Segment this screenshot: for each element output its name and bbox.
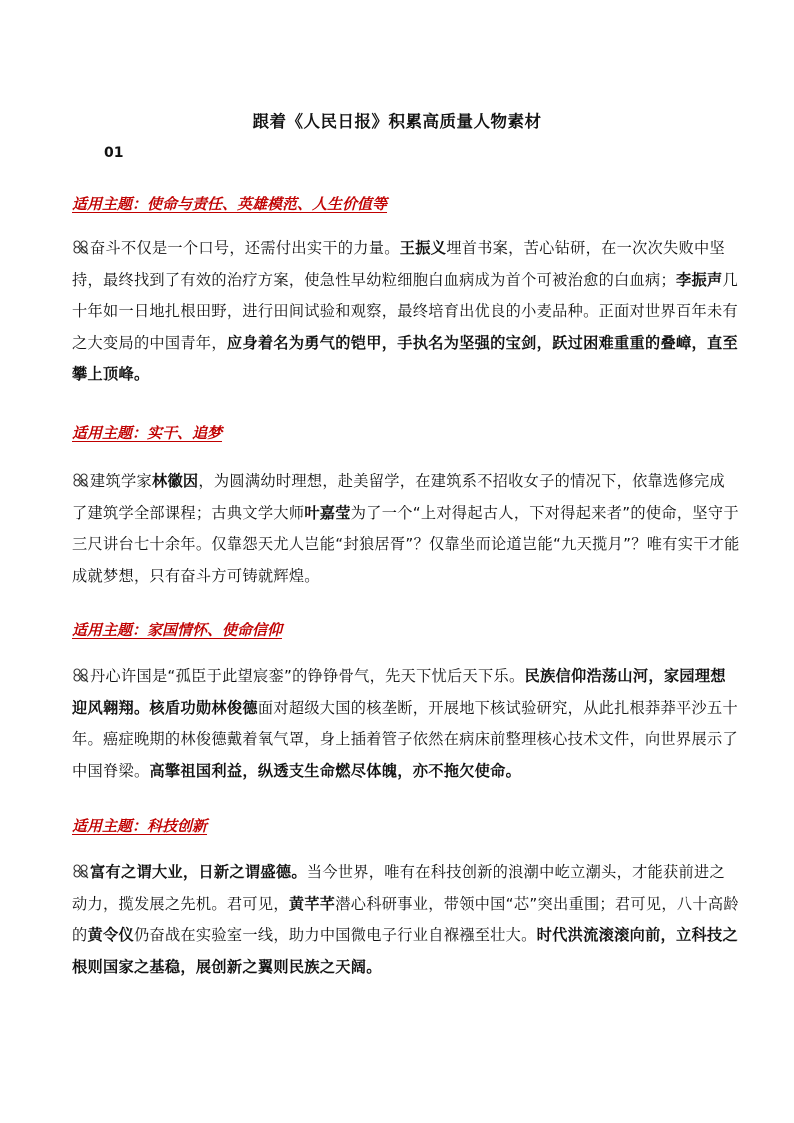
theme-heading-1: 适用主题：使命与责任、英雄模范、人生价值等 xyxy=(72,195,388,213)
page-title: 跟着《人民日报》积累高质量人物素材 xyxy=(252,112,542,131)
emphasis-text: 李振声 xyxy=(676,270,723,289)
body-text: ，为圆满幼时理想，赴美留学，在建筑系不招收女子的情况下，依靠选修完成了建筑学全部课程；古典文学大师 xyxy=(72,472,725,522)
body-text: 当今世界，唯有在科技创新的浪潮中屹立潮头，才能获前进之动力，揽发展之先机。君可见， xyxy=(72,863,725,913)
emphasis-text: 时代洪流滚滚向前，立科技之根则国家之基稳，展创新之翼则民族之天阔。 xyxy=(72,926,738,976)
body-text: 仍奋战在实验室一线，助力中国微电子行业自褓襁至壮大。 xyxy=(133,926,537,944)
material-paragraph-3 xyxy=(72,661,740,787)
theme-heading-3: 适用主题：家国情怀、使命信仰 xyxy=(72,621,283,639)
body-text: 几十年如一日地扎根田野，进行田间试验和观察，最终培育出优良的小麦品种。正面对世界百年未有之大变局的中国青年， xyxy=(72,270,738,352)
clover-icon xyxy=(72,468,90,484)
body-text: 建筑学家 xyxy=(90,472,152,490)
clover-icon xyxy=(72,235,90,251)
material-paragraph-4 xyxy=(72,857,740,983)
body-text: 埋首书案，苦心钻研，在一次次失败中坚持，最终找到了有效的治疗方案，使急性早幼粒细胞白血病成为首个可被治愈的白血病； xyxy=(72,239,725,289)
emphasis-text: 民族信仰浩荡山河，家园理想迎风翱翔。核盾功勋林俊德 xyxy=(72,667,726,717)
clover-icon xyxy=(72,663,90,679)
material-paragraph-1 xyxy=(72,233,740,391)
emphasis-text: 黄芊芊 xyxy=(288,894,336,913)
body-text: 潜心科研事业，带领中国“芯”突出重围；君可见，八十高龄的 xyxy=(72,894,739,944)
emphasis-text: 高擎祖国利益，纵透支生命燃尽体魄，亦不拖欠使命。 xyxy=(149,761,522,780)
material-paragraph-2 xyxy=(72,466,740,592)
clover-icon xyxy=(72,859,90,875)
emphasis-text: 林徽因 xyxy=(151,472,199,490)
emphasis-text: 富有之谓大业，日新之谓盛德。 xyxy=(90,863,307,881)
emphasis-text: 叶嘉莹 xyxy=(304,503,351,522)
body-text: 面对超级大国的核垄断，开展地下核试验研究，从此扎根莽莽平沙五十年。癌症晚期的林俊德戴着氧气罩，身上插着管子依然在病床前整理核心技术文件，向世界展示了中国脊梁。 xyxy=(72,698,738,780)
section-number: 01 xyxy=(104,145,124,161)
body-text: 丹心许国是“孤臣于此望宸銮”的铮铮骨气，先天下忧后天下乐。 xyxy=(90,667,525,685)
emphasis-text: 王振义 xyxy=(399,239,447,257)
body-text: 为了一个“上对得起古人，下对得起来者”的使命，坚守于三尺讲台七十余年。仅靠怨天尤人岂能“封狼居胥”？仅靠坐而论道岂能“九天揽月”？唯有实干才能成就梦想，只有奋斗方可铸就辉煌。 xyxy=(72,503,740,585)
emphasis-text: 黄令仪 xyxy=(87,926,134,944)
theme-heading-2: 适用主题：实干、追梦 xyxy=(72,424,223,442)
emphasis-text: 应身着名为勇气的铠甲，手执名为坚强的宝剑，跃过困难重重的叠嶂，直至攀上顶峰。 xyxy=(72,333,738,383)
theme-heading-4: 适用主题：科技创新 xyxy=(72,817,208,835)
body-text: 奋斗不仅是一个口号，还需付出实干的力量。 xyxy=(90,239,400,257)
